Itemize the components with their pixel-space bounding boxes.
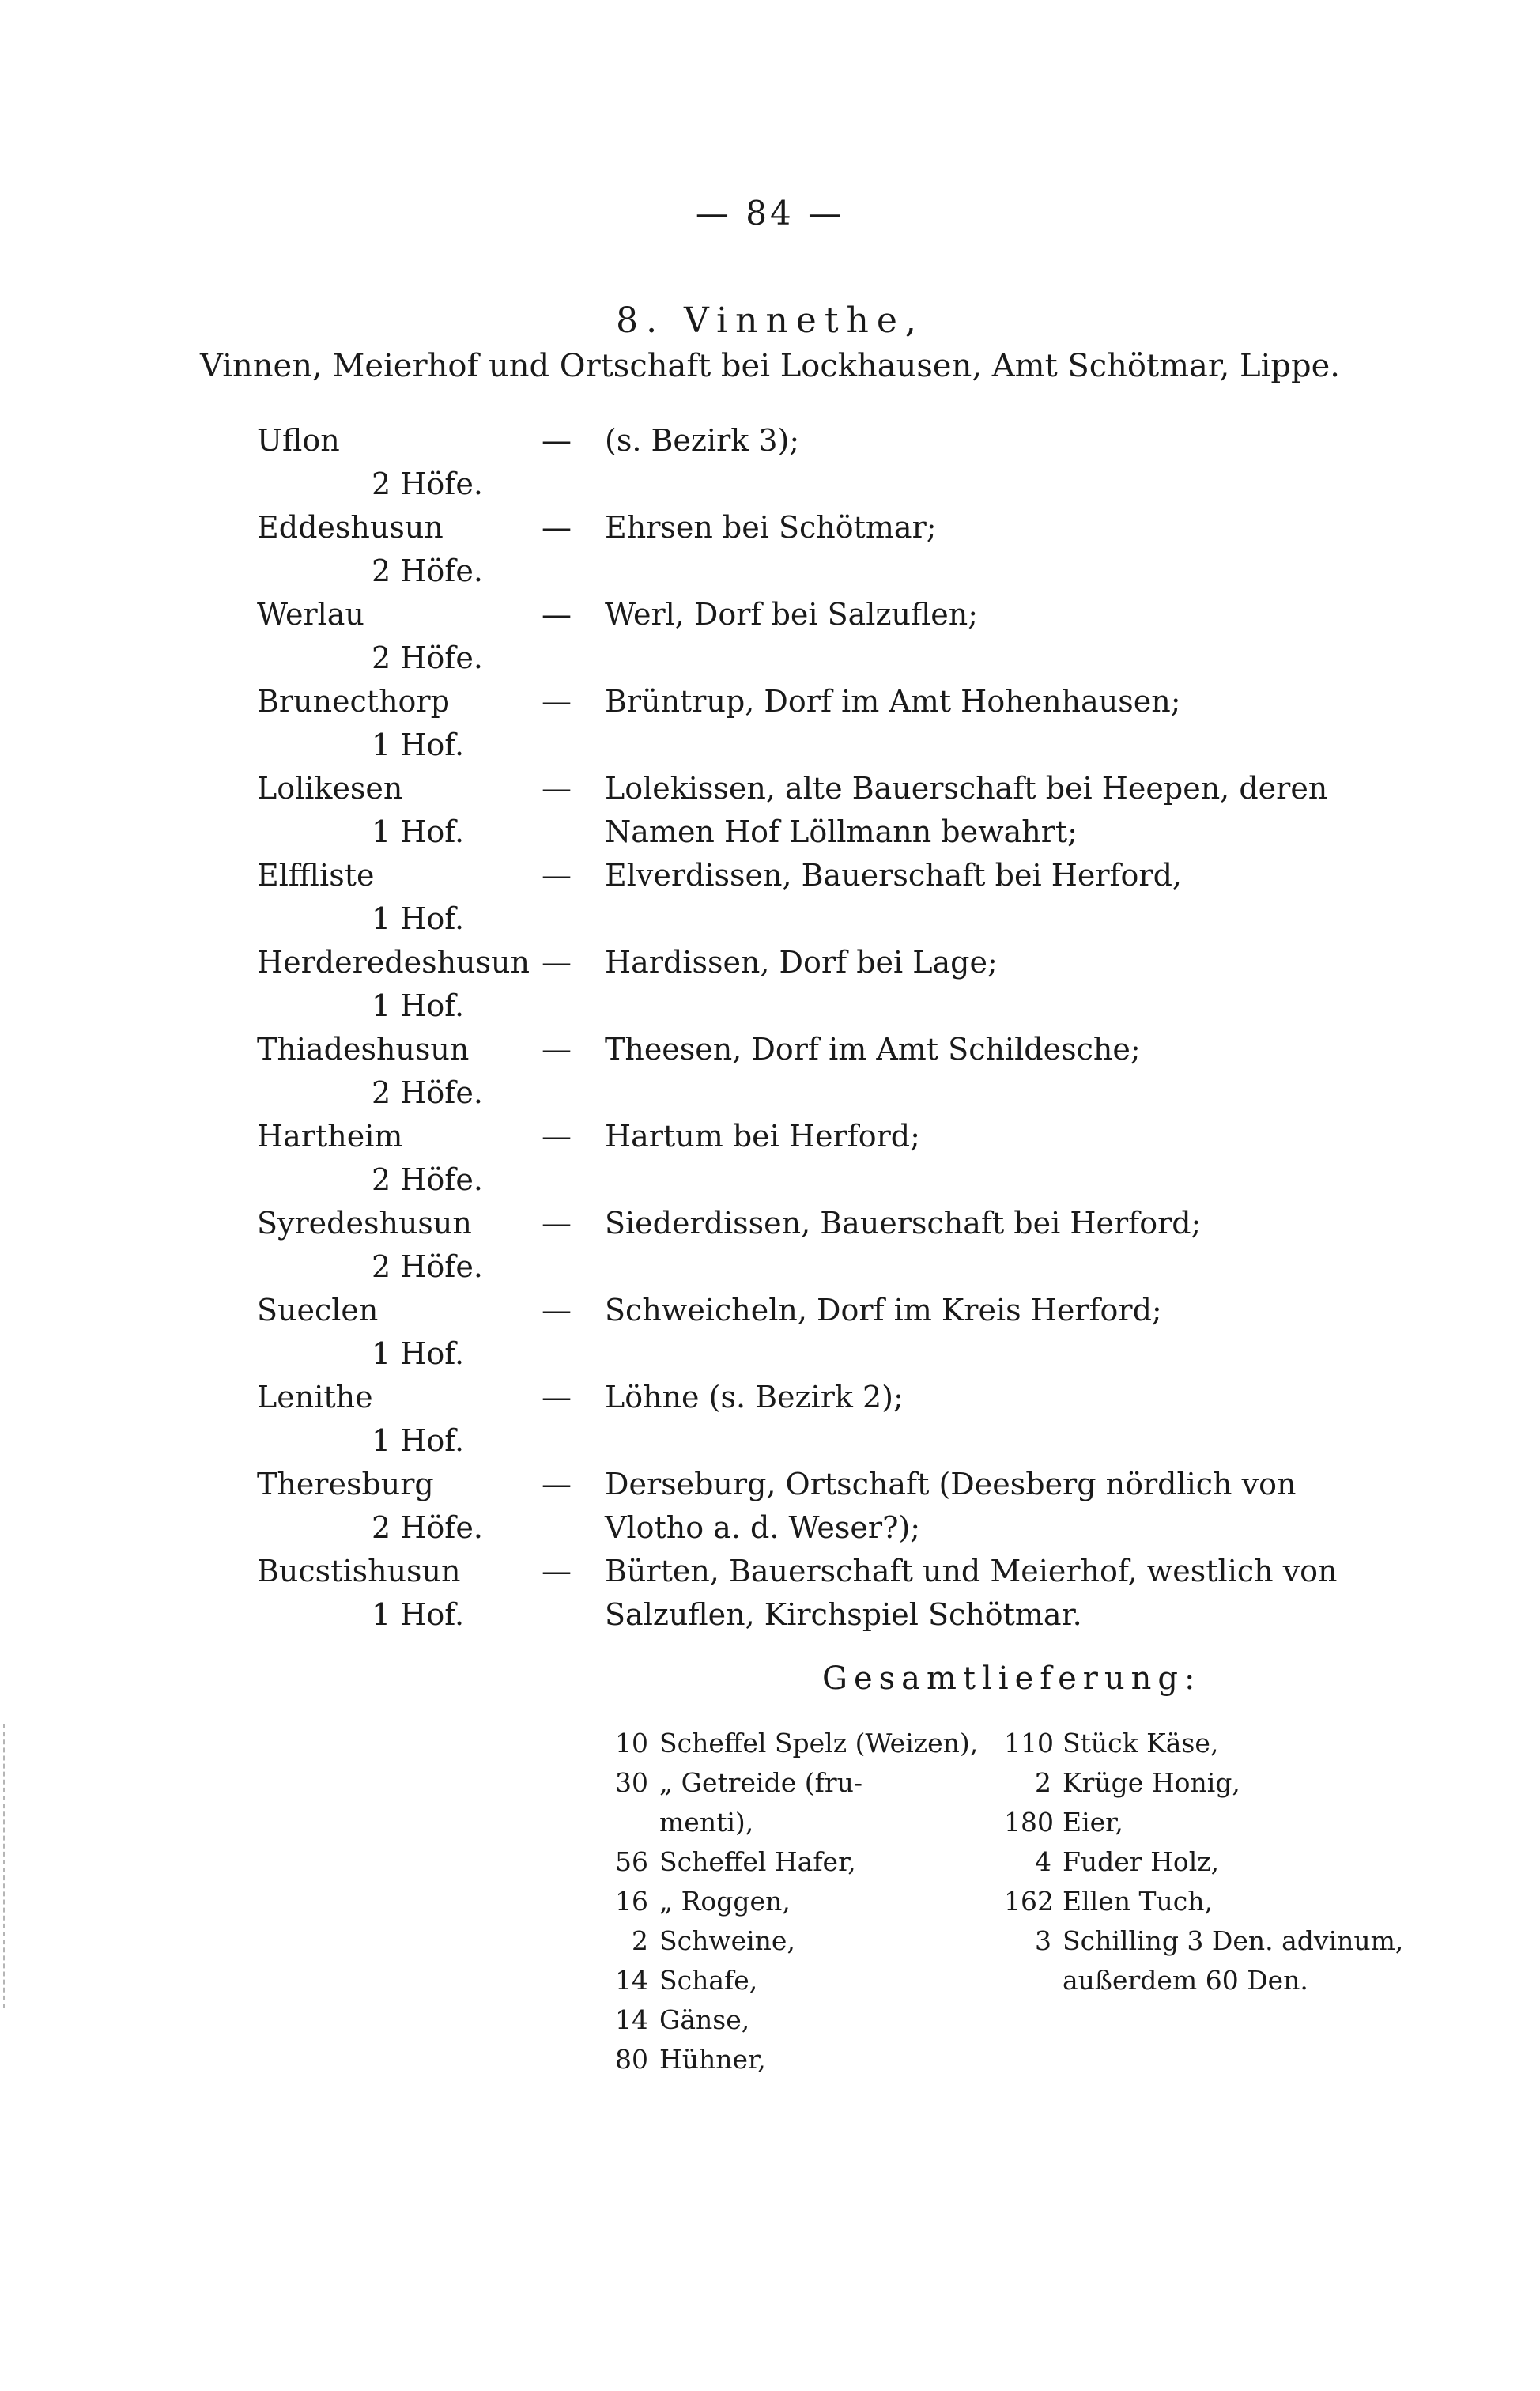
entry-description: Lolekissen, alte Bauerschaft bei Heepen, deren Namen Hof Löllmann bewahrt;: [605, 771, 1328, 849]
delivery-item: [601, 2040, 1004, 2079]
delivery-qty: 10: [615, 1728, 648, 1758]
entry: [257, 1289, 1395, 1376]
entry-count: 1 Hof.: [372, 988, 465, 1023]
entry-name: Uflon: [257, 423, 340, 458]
entry-description: Hardissen, Dorf bei Lage;: [605, 945, 998, 980]
section-title: 8. Vinnethe,: [616, 300, 924, 341]
delivery-text: Schilling 3 Den. advinum,: [1063, 1925, 1404, 1956]
entry-name: Sueclen: [257, 1293, 379, 1328]
delivery-item: [1004, 1763, 1415, 1803]
entry-count: 2 Höfe.: [372, 1075, 483, 1110]
delivery-item: [601, 2000, 1004, 2040]
entry: [257, 680, 1395, 767]
entry-description: Brüntrup, Dorf im Amt Hohenhausen;: [605, 684, 1181, 719]
delivery-text: „ Getreide (fru-: [659, 1767, 863, 1798]
entry-dash: —: [542, 1293, 572, 1328]
delivery-qty: 30: [615, 1767, 648, 1798]
delivery-qty: 4: [1035, 1846, 1051, 1877]
entry-description: Bürten, Bauerschaft und Meierhof, westlich von Salzuflen, Kirchspiel Schötmar.: [605, 1554, 1338, 1632]
page-number: — 84 —: [695, 194, 845, 232]
delivery-text: Krüge Honig,: [1063, 1767, 1240, 1798]
entry-description: Schweicheln, Dorf im Kreis Herford;: [605, 1293, 1162, 1328]
entry-dash: —: [542, 1032, 572, 1067]
delivery-text: Scheffel Hafer,: [659, 1846, 856, 1877]
delivery-qty: 14: [615, 2004, 648, 2035]
entry-dash: —: [542, 597, 572, 632]
entry-name: Werlau: [257, 597, 364, 632]
delivery-item: [1004, 1882, 1415, 1921]
delivery-qty: 162: [1004, 1886, 1054, 1917]
entry: [257, 854, 1395, 941]
delivery-item: [601, 1803, 1004, 1842]
entry-count: 1 Hof.: [372, 814, 465, 849]
delivery-text: menti),: [659, 1807, 754, 1838]
entry-count: 2 Höfe.: [372, 1510, 483, 1545]
entry-name: Elffliste: [257, 858, 375, 893]
delivery-text: Schafe,: [659, 1965, 758, 1996]
entry-dash: —: [542, 1119, 572, 1154]
delivery-item: [1004, 1724, 1415, 1763]
entry-count: 2 Höfe.: [372, 1162, 483, 1197]
entry-count: 1 Hof.: [372, 901, 465, 936]
entry-dash: —: [542, 1554, 572, 1588]
delivery-qty: 2: [1035, 1767, 1051, 1798]
entry: [257, 593, 1395, 680]
entry-dash: —: [542, 423, 572, 458]
delivery-qty: 14: [615, 1965, 648, 1996]
delivery-item: [1004, 1921, 1415, 1961]
delivery-item: [601, 1882, 1004, 1921]
delivery-list: [601, 1724, 1415, 2079]
delivery-text: Gänse,: [659, 2004, 750, 2035]
delivery-item: [1004, 1803, 1415, 1842]
entry: [257, 419, 1395, 506]
delivery-item: [1004, 1842, 1415, 1882]
delivery-qty: 180: [1004, 1807, 1054, 1838]
entry: [257, 1202, 1395, 1289]
entry-description: Derseburg, Ortschaft (Deesberg nördlich von Vlotho a. d. Weser?);: [605, 1467, 1297, 1545]
entry-name: Hartheim: [257, 1119, 403, 1154]
entry-count: 1 Hof.: [372, 1423, 465, 1458]
entry-dash: —: [542, 1467, 572, 1501]
entry: [257, 1028, 1395, 1115]
entry-name: Theresburg: [257, 1467, 434, 1501]
entry-count: 1 Hof.: [372, 727, 465, 762]
entry-name: Thiadeshusun: [257, 1032, 470, 1067]
delivery-text: Fuder Holz,: [1063, 1846, 1220, 1877]
entry-count: 2 Höfe.: [372, 553, 483, 588]
delivery-title: Gesamtlieferung:: [822, 1660, 1202, 1697]
delivery-qty: 2: [632, 1925, 648, 1956]
entry-description: Werl, Dorf bei Salzuflen;: [605, 597, 979, 632]
delivery-column-right: [1004, 1724, 1415, 2079]
entry-dash: —: [542, 1206, 572, 1241]
entry: [257, 941, 1395, 1028]
delivery-qty: 110: [1004, 1728, 1054, 1758]
entry-name: Bucstishusun: [257, 1554, 461, 1588]
section-subtitle: Vinnen, Meierhof und Ortschaft bei Lockhausen, Amt Schötmar, Lippe.: [200, 348, 1340, 384]
entry-description: Theesen, Dorf im Amt Schildesche;: [605, 1032, 1141, 1067]
delivery-qty: 56: [615, 1846, 648, 1877]
delivery-item: [601, 1763, 1004, 1803]
entry-dash: —: [542, 1380, 572, 1415]
entry-count: 1 Hof.: [372, 1597, 465, 1632]
entry-name: Lolikesen: [257, 771, 403, 806]
entry-dash: —: [542, 510, 572, 545]
entry-description: Elverdissen, Bauerschaft bei Herford,: [605, 858, 1182, 893]
entry: [257, 506, 1395, 593]
entry-dash: —: [542, 945, 572, 980]
entry: [257, 1463, 1395, 1550]
entry: [257, 1376, 1395, 1463]
delivery-item: [601, 1921, 1004, 1961]
delivery-text: außerdem 60 Den.: [1063, 1965, 1308, 1996]
entry-name: Eddeshusun: [257, 510, 444, 545]
delivery-qty: 3: [1035, 1925, 1051, 1956]
entry-count: 2 Höfe.: [372, 1249, 483, 1284]
entry-name: Herderedeshusun: [257, 945, 530, 980]
delivery-item: [601, 1724, 1004, 1763]
delivery-qty: 16: [615, 1886, 648, 1917]
entry-name: Syredeshusun: [257, 1206, 472, 1241]
delivery-item: [601, 1961, 1004, 2000]
delivery-text: Hühner,: [659, 2044, 766, 2075]
entry-count: 2 Höfe.: [372, 466, 483, 501]
delivery-text: Scheffel Spelz (Weizen),: [659, 1728, 979, 1758]
delivery-text: „ Roggen,: [659, 1886, 791, 1917]
entry-description: Hartum bei Herford;: [605, 1119, 920, 1154]
entry-description: Ehrsen bei Schötmar;: [605, 510, 937, 545]
entry-dash: —: [542, 771, 572, 806]
entry-description: (s. Bezirk 3);: [605, 423, 800, 458]
entry-name: Brunecthorp: [257, 684, 450, 719]
entry-list: [257, 419, 1395, 1637]
delivery-text: Eier,: [1063, 1807, 1123, 1838]
delivery-text: Stück Käse,: [1063, 1728, 1219, 1758]
entry-dash: —: [542, 684, 572, 719]
entry: [257, 1550, 1395, 1637]
delivery-qty: [1004, 1961, 1063, 2000]
margin-rule: [3, 1724, 5, 2008]
entry-description: Löhne (s. Bezirk 2);: [605, 1380, 904, 1415]
delivery-qty: [601, 1803, 659, 1842]
delivery-text: Ellen Tuch,: [1063, 1886, 1213, 1917]
entry-description: Siederdissen, Bauerschaft bei Herford;: [605, 1206, 1202, 1241]
delivery-item: [601, 1842, 1004, 1882]
delivery-qty: 80: [615, 2044, 648, 2075]
delivery-text: Schweine,: [659, 1925, 795, 1956]
entry-name: Lenithe: [257, 1380, 373, 1415]
entry-dash: —: [542, 858, 572, 893]
entry: [257, 1115, 1395, 1202]
delivery-column-left: [601, 1724, 1004, 2079]
delivery-item: [1004, 1961, 1415, 2000]
entry-count: 2 Höfe.: [372, 640, 483, 675]
entry: [257, 767, 1395, 854]
entry-count: 1 Hof.: [372, 1336, 465, 1371]
